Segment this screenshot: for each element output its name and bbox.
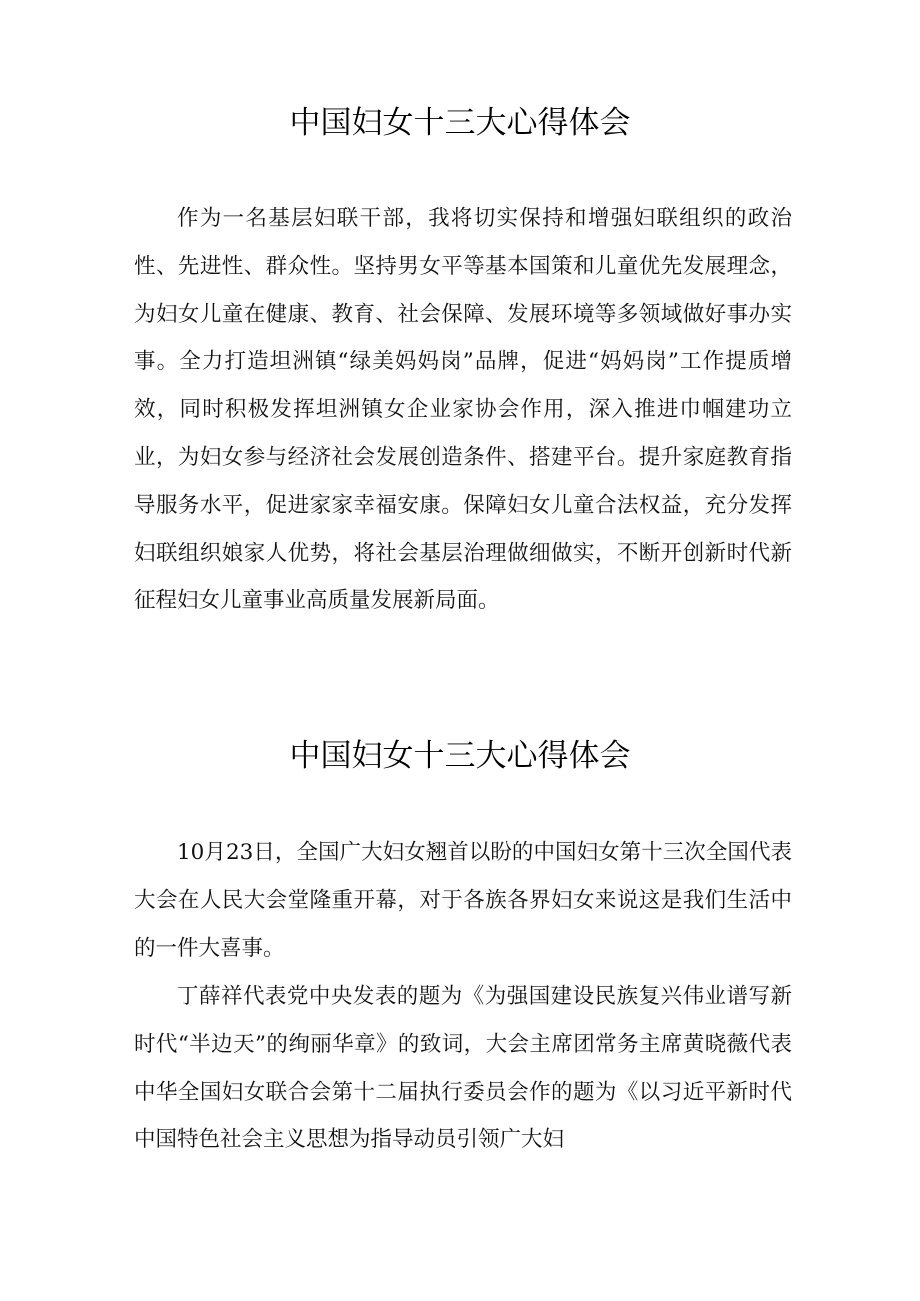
section-2-paragraph-1: 10月23日，全国广大妇女翘首以盼的中国妇女第十三次全国代表大会在人民大会堂隆重开幕，对于各族各界妇女来说这是我们生活中的一件大喜事。 [134, 840, 792, 961]
section-2-paragraph-2: 丁薛祥代表党中央发表的题为《为强国建设民族复兴伟业谱写新时代“半边天”的绚丽华章》的致词，大会主席团常务主席黄晓薇代表中华全国妇女联合会第十二届执行委员会作的题为《以习近平新时代中国特色社会主义思想为指导动员引领广大妇 [134, 984, 792, 1153]
section-title-2: 中国妇女十三大心得体会 [289, 738, 631, 774]
section-1-paragraph-1: 作为一名基层妇联干部，我将切实保持和增强妇联组织的政治性、先进性、群众性。坚持男女平等基本国策和儿童优先发展理念，为妇女儿童在健康、教育、社会保障、发展环境等多领域做好事办实事。全力打造坦洲镇“绿美妈妈岗”品牌，促进“妈妈岗”工作提质增效，同时积极发挥坦洲镇女企业家协会作用，深入推进巾帼建功立业，为妇女参与经济社会发展创造条件、搭建平台。提升家庭教育指导服务水平，促进家家幸福安康。保障妇女儿童合法权益，充分发挥妇联组织娘家人优势，将社会基层治理做细做实，不断开创新时代新征程妇女儿童事业高质量发展新局面。 [134, 206, 792, 614]
section-title-1: 中国妇女十三大心得体会 [289, 105, 631, 141]
